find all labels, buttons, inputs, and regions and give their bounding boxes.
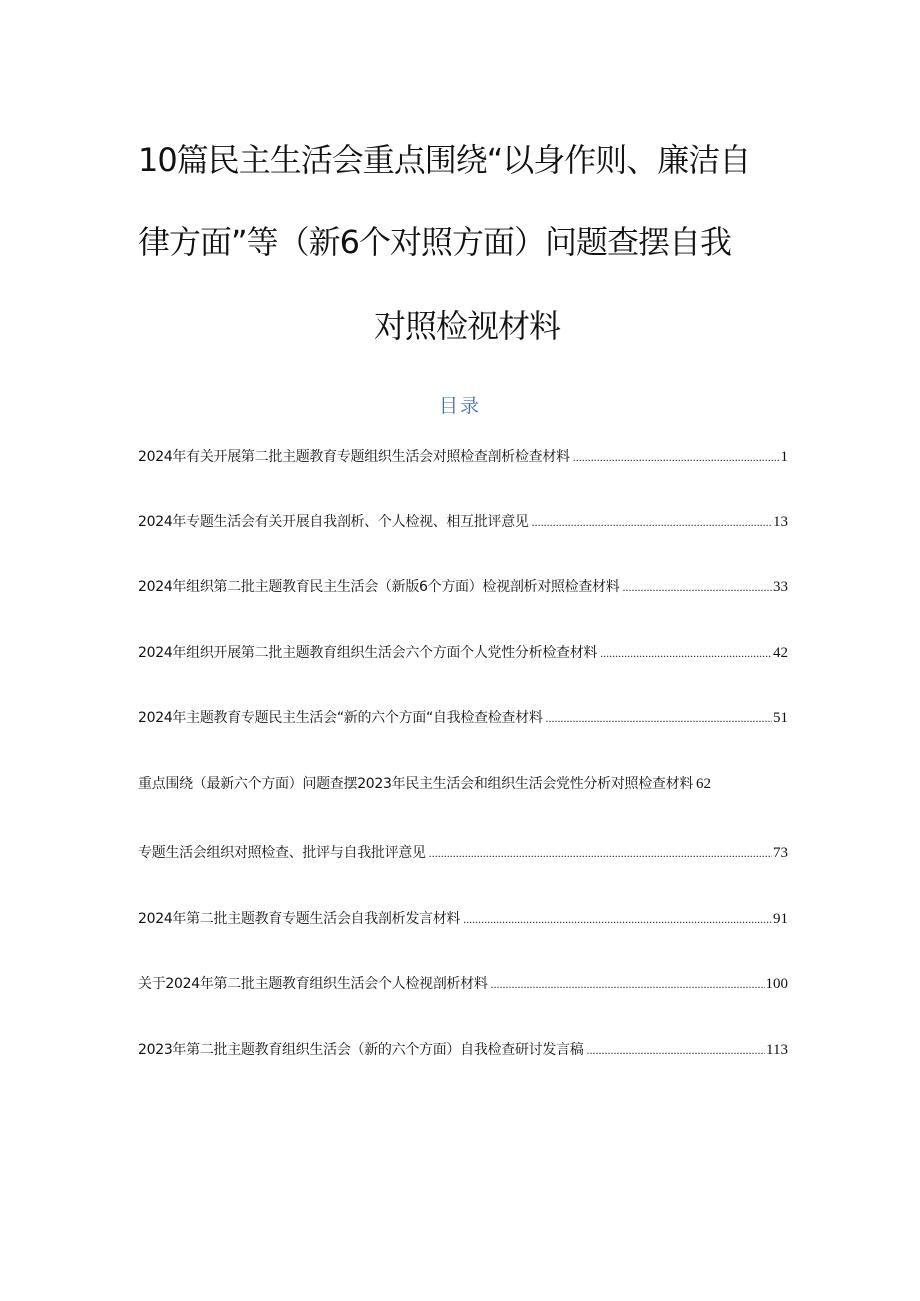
toc-entry-page: 62: [696, 776, 712, 792]
toc-entry-page: 42: [773, 645, 788, 661]
toc-entry-title: 2024年组织开展第二批主题教育组织生活会六个方面个人党性分析检查材料: [138, 645, 598, 661]
toc-entry-title: 重点围绕（最新六个方面）问题查摆2023年民主生活会和组织生活会党性分析对照检查材料: [138, 776, 694, 792]
toc-entry-page: 73: [773, 845, 788, 861]
toc-leader-dots: [586, 1041, 765, 1059]
toc-entry[interactable]: [138, 910, 788, 928]
toc-entry-title: 专题生活会组织对照检查、批评与自我批评意见: [138, 845, 426, 861]
toc-entry-title: 2024年有关开展第二批主题教育专题组织生活会对照检查剖析检查材料: [138, 449, 570, 465]
toc-leader-dots: [600, 644, 772, 662]
toc-heading: 目录: [438, 395, 481, 417]
toc-entry[interactable]: [138, 1041, 788, 1059]
document-title-line-1: 10篇民主生活会重点围绕“以身作则、廉洁自: [138, 141, 751, 179]
toc-entry-title: 2024年专题生活会有关开展自我剖析、个人检视、相互批评意见: [138, 514, 529, 530]
document-title-line-3: 对照检视材料: [373, 307, 560, 345]
toc-entry-page: 13: [773, 514, 788, 530]
toc-entry[interactable]: [138, 709, 788, 727]
toc-entry-title: 2024年第二批主题教育专题生活会自我剖析发言材料: [138, 911, 461, 927]
toc-leader-dots: [491, 975, 765, 993]
toc-entry[interactable]: [138, 775, 788, 793]
toc-entry[interactable]: [138, 448, 788, 466]
toc-entry[interactable]: [138, 513, 788, 531]
toc-entry-page: 91: [773, 911, 788, 927]
toc-leader-dots: [573, 448, 780, 466]
toc-entry-title: 关于2024年第二批主题教育组织生活会个人检视剖析材料: [138, 976, 488, 992]
toc-entry[interactable]: [138, 975, 788, 993]
toc-entry[interactable]: [138, 578, 788, 596]
toc-leader-dots: [622, 578, 772, 596]
toc-entry-page: 1: [780, 449, 788, 465]
toc-entry-page: 113: [766, 1042, 788, 1058]
toc-leader-dots: [546, 709, 772, 727]
toc-leader-dots: [463, 910, 772, 928]
toc-entry-title: 2023年第二批主题教育组织生活会（新的六个方面）自我检查研讨发言稿: [138, 1042, 584, 1058]
document-title-line-2: 律方面”等（新6个对照方面）问题查摆自我: [138, 223, 731, 261]
toc-entry[interactable]: [138, 644, 788, 662]
toc-leader-dots: [532, 513, 772, 531]
toc-entry-page: 51: [773, 710, 788, 726]
toc-entry-page: 33: [773, 579, 788, 595]
toc-entry-title: 2024年主题教育专题民主生活会“新的六个方面“自我检查检查材料: [138, 710, 543, 726]
toc-leader-dots: [429, 844, 772, 862]
toc-entry[interactable]: [138, 844, 788, 862]
toc-entry-title: 2024年组织第二批主题教育民主生活会（新版6个方面）检视剖析对照检查材料: [138, 579, 620, 595]
toc-entry-page: 100: [765, 976, 788, 992]
